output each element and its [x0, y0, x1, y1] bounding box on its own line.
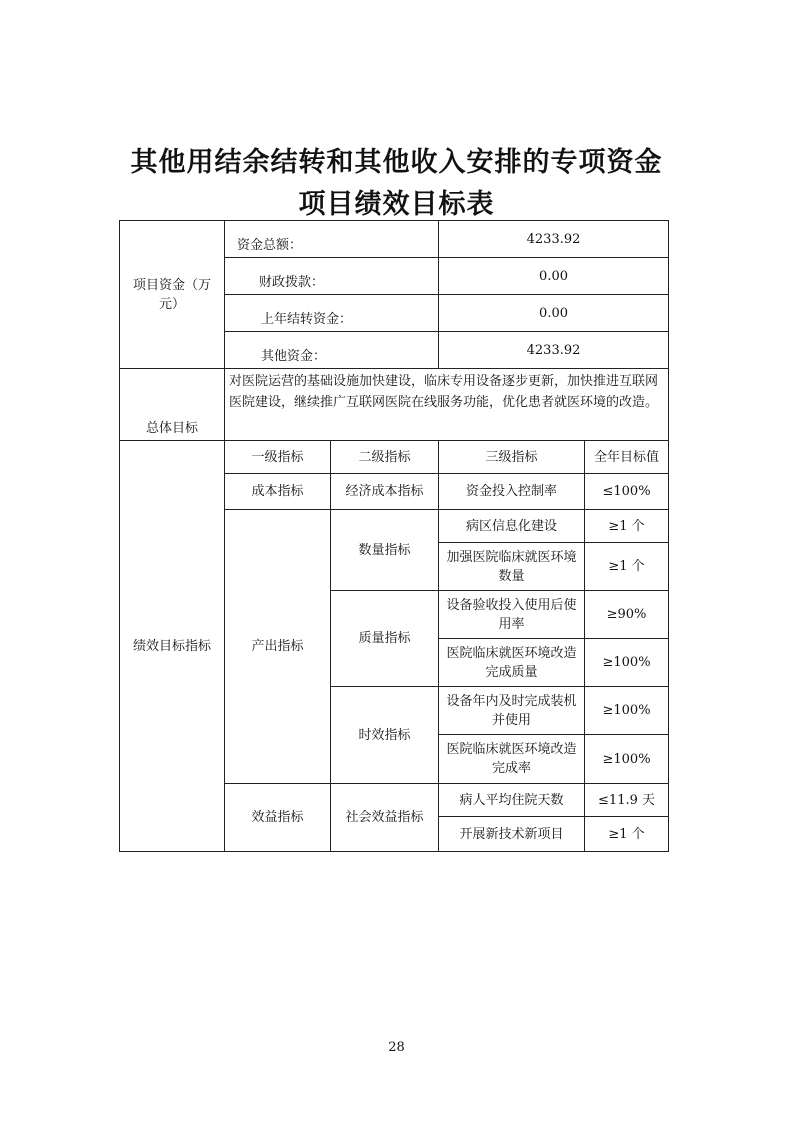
quality-target-2: ≥100% [585, 639, 669, 687]
indicators-label: 绩效目标指标 [120, 441, 225, 852]
benefit-level1: 效益指标 [225, 784, 331, 852]
document-title-line2: 项目绩效目标表 [298, 189, 495, 220]
funds-carryover-label: 上年结转资金： [225, 295, 439, 332]
benefit-level3-2: 开展新技术新项目 [439, 817, 585, 852]
benefit-target-1: ≤11.9 天 [585, 784, 669, 817]
benefit-level2: 社会效益指标 [331, 784, 439, 852]
funds-fiscal-label: 财政拨款： [225, 258, 439, 295]
quality-target-1: ≥90% [585, 591, 669, 639]
cost-target: ≤100% [585, 474, 669, 510]
quantity-level3-1: 病区信息化建设 [439, 510, 585, 543]
page-number: 28 [388, 1040, 405, 1055]
funds-total-value: 4233.92 [439, 221, 669, 258]
quality-level3-2: 医院临床就医环境改造完成质量 [439, 639, 585, 687]
overall-label: 总体目标 [120, 369, 225, 441]
benefit-target-2: ≥1 个 [585, 817, 669, 852]
benefit-level3-1: 病人平均住院天数 [439, 784, 585, 817]
overall-row [120, 369, 669, 441]
funds-total-label: 资金总额： [225, 221, 439, 258]
header-level1: 一级指标 [225, 441, 331, 474]
quantity-target-1: ≥1 个 [585, 510, 669, 543]
quantity-level3-2: 加强医院临床就医环境数量 [439, 543, 585, 591]
funds-row-total [120, 221, 669, 258]
funds-label: 项目资金（万元） [120, 221, 225, 369]
cost-level2: 经济成本指标 [331, 474, 439, 510]
output-level1: 产出指标 [225, 510, 331, 784]
timeliness-level3-1: 设备年内及时完成装机并使用 [439, 687, 585, 735]
timeliness-level3-2: 医院临床就医环境改造完成率 [439, 735, 585, 784]
indicator-header-row [120, 441, 669, 474]
header-level2: 二级指标 [331, 441, 439, 474]
funds-carryover-value: 0.00 [439, 295, 669, 332]
performance-target-table [119, 220, 669, 852]
quality-level3-1: 设备验收投入使用后使用率 [439, 591, 585, 639]
cost-level1: 成本指标 [225, 474, 331, 510]
timeliness-target-1: ≥100% [585, 687, 669, 735]
timeliness-level2: 时效指标 [331, 687, 439, 784]
overall-text: 对医院运营的基础设施加快建设，临床专用设备逐步更新，加快推进互联网医院建设，继续推广互联网医院在线服务功能，优化患者就医环境的改造。 [225, 369, 669, 441]
header-target: 全年目标值 [585, 441, 669, 474]
quantity-target-2: ≥1 个 [585, 543, 669, 591]
funds-other-value: 4233.92 [439, 332, 669, 369]
funds-other-label: 其他资金： [225, 332, 439, 369]
header-level3: 三级指标 [439, 441, 585, 474]
document-title-line1: 其他用结余结转和其他收入安排的专项资金 [130, 147, 663, 178]
timeliness-target-2: ≥100% [585, 735, 669, 784]
funds-fiscal-value: 0.00 [439, 258, 669, 295]
quantity-level2: 数量指标 [331, 510, 439, 591]
quality-level2: 质量指标 [331, 591, 439, 687]
cost-level3: 资金投入控制率 [439, 474, 585, 510]
